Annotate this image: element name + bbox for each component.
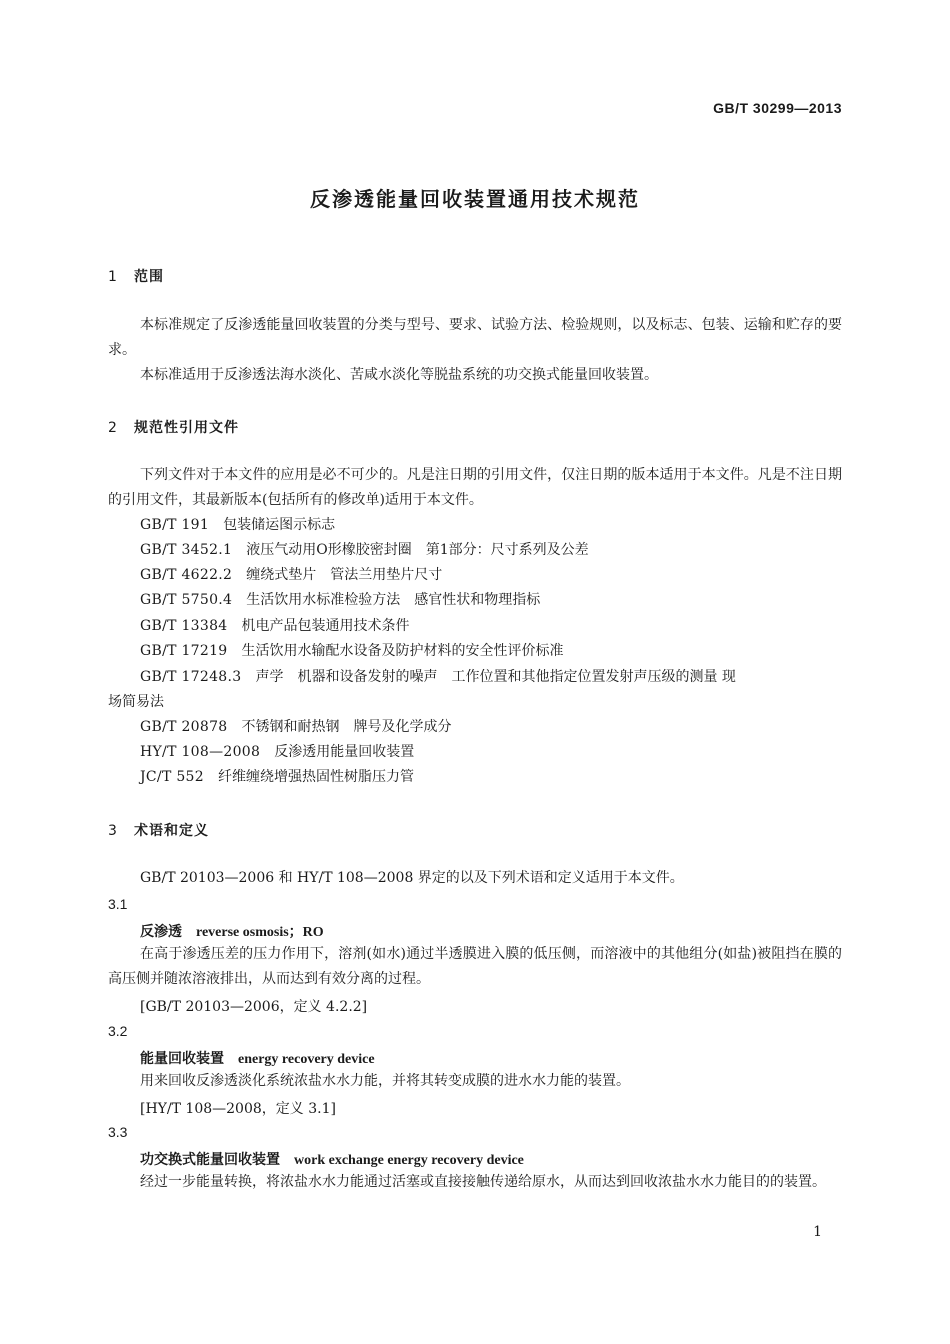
section-title: 术语和定义 xyxy=(134,823,209,839)
reference-title: 纤维缠绕增强热固性树脂压力管 xyxy=(217,769,414,785)
reference-item xyxy=(140,513,335,538)
reference-code: GB/T 17219 xyxy=(140,643,228,659)
section-2-intro: 下列文件对于本文件的应用是必不可少的。凡是注日期的引用文件，仅注日期的版本适用于本文件。凡是不注日期的引用文件，其最新版本(包括所有的修改单)适用于本文件。 xyxy=(108,467,842,508)
reference-title: 生活饮用水标准检验方法 感官性状和物理指标 xyxy=(246,592,541,608)
reference-code: GB/T 4622.2 xyxy=(140,567,233,583)
reference-title: 声学 机器和设备发射的噪声 工作位置和其他指定位置发射声压级的测量 现 xyxy=(255,669,736,685)
section-number: 2 xyxy=(108,420,118,436)
reference-title: 不锈钢和耐热钢 牌号及化学成分 xyxy=(241,719,452,735)
reference-title: 缠绕式垫片 管法兰用垫片尺寸 xyxy=(246,567,443,583)
term-chinese: 功交换式能量回收装置 xyxy=(140,1152,280,1168)
reference-code: HY/T 108—2008 xyxy=(140,744,261,760)
section-3-heading xyxy=(108,820,209,840)
section-1-paragraph-2: 本标准适用于反渗透法海水淡化、苦咸水淡化等脱盐系统的功交换式能量回收装置。 xyxy=(140,367,658,383)
reference-code: GB/T 17248.3 xyxy=(140,669,242,685)
reference-title: 生活饮用水输配水设备及防护材料的安全性评价标准 xyxy=(241,643,564,659)
term-definition: 在高于渗透压差的压力作用下，溶剂(如水)通过半透膜进入膜的低压侧，而溶液中的其他组分(如盐)被阻挡在膜的高压侧并随浓溶液排出，从而达到有效分离的过程。 xyxy=(108,946,842,987)
term-heading xyxy=(140,1048,375,1068)
section-2-heading xyxy=(108,417,239,437)
section-1-paragraph-1: 本标准规定了反渗透能量回收装置的分类与型号、要求、试验方法、检验规则，以及标志、包装、运输和贮存的要求。 xyxy=(108,317,842,358)
page-number: 1 xyxy=(813,1224,822,1240)
reference-title: 反渗透用能量回收装置 xyxy=(274,744,415,760)
reference-code: GB/T 3452.1 xyxy=(140,542,233,558)
term-source: [HY/T 108—2008，定义 3.1] xyxy=(140,1101,336,1117)
term-definition: 用来回收反渗透淡化系统浓盐水水力能，并将其转变成膜的进水水力能的装置。 xyxy=(140,1073,630,1089)
reference-item xyxy=(140,639,564,664)
reference-code: GB/T 13384 xyxy=(140,618,228,634)
section-1-heading xyxy=(108,266,164,286)
reference-item xyxy=(140,588,540,613)
term-definition: 经过一步能量转换，将浓盐水水力能通过活塞或直接接触传递给原水，从而达到回收浓盐水水力能目的的装置。 xyxy=(140,1174,826,1190)
term-heading xyxy=(140,921,324,941)
reference-code: JC/T 552 xyxy=(140,769,204,785)
reference-code: GB/T 5750.4 xyxy=(140,592,233,608)
term-english: work exchange energy recovery device xyxy=(294,1153,524,1168)
term-number: 3.2 xyxy=(108,1023,128,1039)
term-english: energy recovery device xyxy=(238,1052,375,1067)
term-number: 3.1 xyxy=(108,896,128,912)
section-title: 规范性引用文件 xyxy=(134,420,239,436)
term-english: reverse osmosis；RO xyxy=(196,925,324,940)
reference-continuation: 场简易法 xyxy=(108,694,164,710)
reference-item xyxy=(140,563,442,588)
term-source: [GB/T 20103—2006，定义 4.2.2] xyxy=(140,999,368,1015)
term-chinese: 反渗透 xyxy=(140,924,182,940)
reference-code: GB/T 191 xyxy=(140,517,210,533)
reference-title: 机电产品包装通用技术条件 xyxy=(241,618,410,634)
document-title: 反渗透能量回收装置通用技术规范 xyxy=(310,187,640,211)
section-title: 范围 xyxy=(134,269,164,285)
section-3-intro: GB/T 20103—2006 和 HY/T 108—2008 界定的以及下列术语和定义适用于本文件。 xyxy=(140,870,684,886)
reference-item xyxy=(140,740,414,765)
reference-item xyxy=(140,715,452,740)
section-number: 3 xyxy=(108,823,118,839)
reference-item xyxy=(140,614,410,639)
standard-number: GB/T 30299—2013 xyxy=(713,100,842,116)
term-number: 3.3 xyxy=(108,1124,128,1140)
reference-code: GB/T 20878 xyxy=(140,719,228,735)
reference-title: 包装储运图示标志 xyxy=(223,517,336,533)
reference-title: 液压气动用O形橡胶密封圈 第1部分：尺寸系列及公差 xyxy=(246,542,589,558)
section-number: 1 xyxy=(108,269,118,285)
term-heading xyxy=(140,1149,524,1169)
reference-item xyxy=(140,538,589,563)
reference-item xyxy=(140,665,842,690)
reference-item xyxy=(140,765,414,790)
term-chinese: 能量回收装置 xyxy=(140,1051,224,1067)
